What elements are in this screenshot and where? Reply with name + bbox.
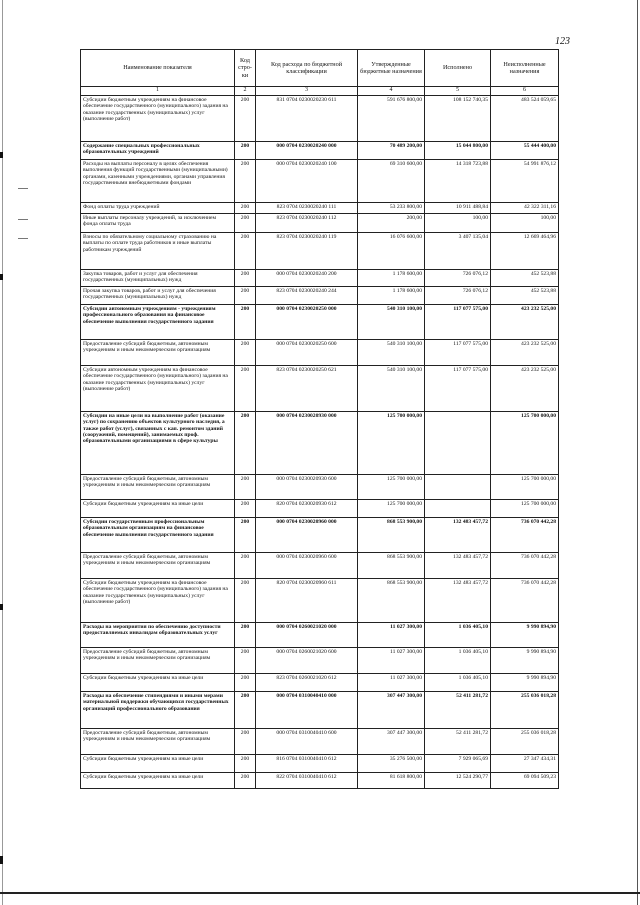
table-row: [81, 579, 559, 623]
approved-amount-cell: 868 553 900,00: [358, 553, 425, 579]
unexecuted-amount-cell: 125 700 000,00: [491, 500, 559, 518]
row-code-cell: 200: [235, 648, 256, 674]
table-row: [81, 96, 559, 142]
table-row: [81, 674, 559, 692]
approved-amount-cell: 11 027 300,00: [358, 623, 425, 648]
table-row: [81, 648, 559, 674]
column-number-row: [81, 87, 559, 96]
indicator-name-cell: Субсидии бюджетным учреждениям на иные цели: [81, 500, 235, 518]
row-code-cell: 200: [235, 366, 256, 412]
budget-code-cell: 000 0704 0260021020 600: [256, 648, 358, 674]
column-number: 1: [81, 87, 235, 96]
budget-code-cell: 823 0704 0230020240 112: [256, 214, 358, 233]
table-row: [81, 287, 559, 305]
header-indicator-name: Наименование показателя: [81, 50, 235, 87]
approved-amount-cell: 11 027 300,00: [358, 648, 425, 674]
executed-amount-cell: 117 077 575,00: [425, 340, 491, 366]
table-row: [81, 233, 559, 270]
unexecuted-amount-cell: 69 094 509,23: [491, 773, 559, 789]
budget-code-cell: 000 0704 0230020240 200: [256, 270, 358, 287]
table-row: [81, 412, 559, 475]
table-row: [81, 305, 559, 340]
budget-code-cell: 816 0704 0310040410 612: [256, 755, 358, 773]
table-row: [81, 340, 559, 366]
approved-amount-cell: 868 553 900,00: [358, 518, 425, 553]
row-code-cell: 200: [235, 773, 256, 789]
budget-code-cell: 823 0704 0230020240 244: [256, 287, 358, 305]
scan-left-edge: [2, 0, 3, 905]
scan-bottom-edge: [0, 892, 640, 894]
row-code-cell: 200: [235, 305, 256, 340]
scan-dash: [18, 219, 28, 220]
unexecuted-amount-cell: 12 669 464,96: [491, 233, 559, 270]
indicator-name-cell: Расходы на обеспечение стипендиями и иными мерами материальной поддержки обучающихся государственных организаций профессионального образования: [81, 692, 235, 729]
executed-amount-cell: [425, 500, 491, 518]
executed-amount-cell: 1 036 405,10: [425, 648, 491, 674]
approved-amount-cell: 540 310 100,00: [358, 305, 425, 340]
unexecuted-amount-cell: 255 036 018,28: [491, 729, 559, 755]
budget-code-cell: 000 0704 0230020250 600: [256, 340, 358, 366]
scan-dash: [18, 238, 28, 239]
indicator-name-cell: Предоставление субсидий бюджетным, автономным учреждениям и иным некоммерческим организациям: [81, 648, 235, 674]
indicator-name-cell: Расходы на выплаты персоналу в целях обеспечения выполнения функций государственными (муниципальными) органами, казенными учреждениями, органами управления государственными внебюджетными фондами: [81, 160, 235, 203]
unexecuted-amount-cell: 9 990 894,90: [491, 674, 559, 692]
table-header-row: [81, 50, 559, 87]
column-number: 4: [358, 87, 425, 96]
approved-amount-cell: 69 310 600,00: [358, 160, 425, 203]
row-code-cell: 200: [235, 674, 256, 692]
unexecuted-amount-cell: 54 991 876,12: [491, 160, 559, 203]
budget-code-cell: 000 0704 0230020960 600: [256, 553, 358, 579]
executed-amount-cell: 12 524 290,77: [425, 773, 491, 789]
header-unexecuted: Неисполненные назначения: [491, 50, 559, 87]
budget-code-cell: 823 0704 0230020250 621: [256, 366, 358, 412]
executed-amount-cell: 52 411 281,72: [425, 692, 491, 729]
indicator-name-cell: Взносы по обязательному социальному страхованию на выплаты по оплате труда работников и иные выплаты работникам учреждений: [81, 233, 235, 270]
column-number: 5: [425, 87, 491, 96]
indicator-name-cell: Закупка товаров, работ и услуг для обеспечения государственных (муниципальных) нужд: [81, 270, 235, 287]
row-code-cell: 200: [235, 340, 256, 366]
executed-amount-cell: 117 077 575,00: [425, 366, 491, 412]
indicator-name-cell: Предоставление субсидий бюджетным, автономным учреждениям и иным некоммерческим организациям: [81, 340, 235, 366]
scan-mark: [0, 856, 3, 864]
scan-right-edge: [637, 0, 638, 905]
table-row: [81, 270, 559, 287]
row-code-cell: 200: [235, 579, 256, 623]
row-code-cell: 200: [235, 500, 256, 518]
budget-code-cell: 823 0704 0230020240 111: [256, 203, 358, 214]
budget-code-cell: 000 0704 0230020240 000: [256, 142, 358, 160]
table-row: [81, 518, 559, 553]
header-budget-classification: Код расхода по бюджетной классификации: [256, 50, 358, 87]
approved-amount-cell: 307 447 300,00: [358, 692, 425, 729]
unexecuted-amount-cell: 27 347 434,31: [491, 755, 559, 773]
budget-code-cell: 000 0704 0230020960 000: [256, 518, 358, 553]
row-code-cell: 200: [235, 412, 256, 475]
approved-amount-cell: 81 618 800,00: [358, 773, 425, 789]
executed-amount-cell: 3 407 135,04: [425, 233, 491, 270]
approved-amount-cell: 35 276 500,00: [358, 755, 425, 773]
table-row: [81, 755, 559, 773]
row-code-cell: 200: [235, 203, 256, 214]
approved-amount-cell: 200,00: [358, 214, 425, 233]
executed-amount-cell: 132 483 457,72: [425, 518, 491, 553]
column-number: 3: [256, 87, 358, 96]
unexecuted-amount-cell: 255 036 018,28: [491, 692, 559, 729]
budget-code-cell: 000 0704 0230020930 000: [256, 412, 358, 475]
budget-code-cell: 000 0704 0310040410 600: [256, 729, 358, 755]
budget-code-cell: 820 0704 0230020960 611: [256, 579, 358, 623]
budget-code-cell: 823 0704 0260021020 612: [256, 674, 358, 692]
indicator-name-cell: Прочая закупка товаров, работ и услуг для обеспечения государственных (муниципальных) нужд: [81, 287, 235, 305]
approved-amount-cell: 16 076 600,00: [358, 233, 425, 270]
column-number: 6: [491, 87, 559, 96]
row-code-cell: 200: [235, 142, 256, 160]
row-code-cell: 200: [235, 214, 256, 233]
row-code-cell: 200: [235, 755, 256, 773]
approved-amount-cell: 70 489 200,00: [358, 142, 425, 160]
indicator-name-cell: Предоставление субсидий бюджетным, автономным учреждениям и иным некоммерческим организациям: [81, 553, 235, 579]
row-code-cell: 200: [235, 729, 256, 755]
unexecuted-amount-cell: 736 070 442,28: [491, 518, 559, 553]
row-code-cell: 200: [235, 270, 256, 287]
table-row: [81, 773, 559, 789]
table-row: [81, 203, 559, 214]
table-row: [81, 553, 559, 579]
row-code-cell: 200: [235, 160, 256, 203]
executed-amount-cell: 132 483 457,72: [425, 553, 491, 579]
executed-amount-cell: 117 077 575,00: [425, 305, 491, 340]
table-row: [81, 142, 559, 160]
unexecuted-amount-cell: 423 232 525,00: [491, 305, 559, 340]
approved-amount-cell: 307 447 300,00: [358, 729, 425, 755]
indicator-name-cell: Субсидии на иные цели на выполнение работ (оказание услуг) по сохранению объектов культурного наследия, а также работ (услуг), связанных с кап. ремонтом зданий (сооружений, помещений), занимаемых проф. образовательными организациями в сфере культуры: [81, 412, 235, 475]
unexecuted-amount-cell: 452 523,88: [491, 270, 559, 287]
scan-mark: [0, 604, 3, 610]
row-code-cell: 200: [235, 553, 256, 579]
executed-amount-cell: 1 036 405,10: [425, 623, 491, 648]
approved-amount-cell: 125 700 000,00: [358, 475, 425, 500]
executed-amount-cell: 10 911 488,84: [425, 203, 491, 214]
executed-amount-cell: [425, 475, 491, 500]
unexecuted-amount-cell: 125 700 000,00: [491, 475, 559, 500]
unexecuted-amount-cell: 100,00: [491, 214, 559, 233]
executed-amount-cell: [425, 412, 491, 475]
budget-code-cell: 000 0704 0260021020 000: [256, 623, 358, 648]
unexecuted-amount-cell: 483 524 059,65: [491, 96, 559, 142]
scan-mark: [0, 152, 3, 158]
unexecuted-amount-cell: 42 322 311,16: [491, 203, 559, 214]
approved-amount-cell: 53 233 800,00: [358, 203, 425, 214]
indicator-name-cell: Субсидии автономным учреждениям на финансовое обеспечение государственного (муниципального) задания на оказание государственных (муниципальных) услуг (выполнение работ): [81, 366, 235, 412]
executed-amount-cell: 14 318 723,88: [425, 160, 491, 203]
page-number: 123: [555, 36, 570, 47]
indicator-name-cell: Предоставление субсидий бюджетным, автономным учреждениям и иным некоммерческим организациям: [81, 475, 235, 500]
executed-amount-cell: 7 929 065,69: [425, 755, 491, 773]
executed-amount-cell: 100,00: [425, 214, 491, 233]
table-row: [81, 500, 559, 518]
executed-amount-cell: 726 076,12: [425, 270, 491, 287]
executed-amount-cell: 108 152 740,35: [425, 96, 491, 142]
unexecuted-amount-cell: 736 070 442,28: [491, 579, 559, 623]
approved-amount-cell: 540 310 100,00: [358, 366, 425, 412]
indicator-name-cell: Расходы на мероприятия по обеспечению доступности предоставляемых инвалидам образовательных услуг: [81, 623, 235, 648]
row-code-cell: 200: [235, 692, 256, 729]
table-row: [81, 366, 559, 412]
row-code-cell: 200: [235, 623, 256, 648]
table-row: [81, 475, 559, 500]
scan-dash: [18, 188, 28, 189]
unexecuted-amount-cell: 9 990 894,90: [491, 648, 559, 674]
table-row: [81, 623, 559, 648]
header-approved: Утвержденные бюджетные назначения: [358, 50, 425, 87]
approved-amount-cell: 125 700 000,00: [358, 500, 425, 518]
unexecuted-amount-cell: 423 232 525,00: [491, 366, 559, 412]
approved-amount-cell: 125 700 000,00: [358, 412, 425, 475]
indicator-name-cell: Субсидии бюджетным учреждениям на финансовое обеспечение государственного (муниципального) задания на оказание государственных (муниципальных) услуг (выполнение работ): [81, 96, 235, 142]
unexecuted-amount-cell: 9 990 894,90: [491, 623, 559, 648]
indicator-name-cell: Субсидии автономным учреждениям - учреждениям профессионального образования на финансовое обеспечение выполнения государственного задания: [81, 305, 235, 340]
budget-execution-table: [80, 49, 559, 789]
budget-code-cell: 000 0704 0310040410 000: [256, 692, 358, 729]
row-code-cell: 200: [235, 96, 256, 142]
unexecuted-amount-cell: 736 070 442,28: [491, 553, 559, 579]
indicator-name-cell: Субсидии бюджетным учреждениям на иные цели: [81, 773, 235, 789]
indicator-name-cell: Предоставление субсидий бюджетным, автономным учреждениям и иным некоммерческим организациям: [81, 729, 235, 755]
column-number: 2: [235, 87, 256, 96]
unexecuted-amount-cell: 452 523,88: [491, 287, 559, 305]
approved-amount-cell: 1 178 600,00: [358, 287, 425, 305]
budget-code-cell: 823 0704 0230020240 119: [256, 233, 358, 270]
indicator-name-cell: Субсидии бюджетным учреждениям на финансовое обеспечение государственного (муниципального) задания на оказание государственных (муниципальных) услуг (выполнение работ): [81, 579, 235, 623]
header-executed: Исполнено: [425, 50, 491, 87]
scan-mark: [0, 274, 3, 280]
approved-amount-cell: 11 027 300,00: [358, 674, 425, 692]
row-code-cell: 200: [235, 287, 256, 305]
approved-amount-cell: 591 676 800,00: [358, 96, 425, 142]
row-code-cell: 200: [235, 475, 256, 500]
indicator-name-cell: Субсидии бюджетным учреждениям на иные цели: [81, 674, 235, 692]
approved-amount-cell: 1 178 600,00: [358, 270, 425, 287]
approved-amount-cell: 540 310 100,00: [358, 340, 425, 366]
budget-code-cell: 000 0704 0230020240 100: [256, 160, 358, 203]
table-row: [81, 214, 559, 233]
indicator-name-cell: Иные выплаты персоналу учреждений, за исключением фонда оплаты труда: [81, 214, 235, 233]
executed-amount-cell: 52 411 281,72: [425, 729, 491, 755]
budget-code-cell: 820 0704 0230020930 612: [256, 500, 358, 518]
indicator-name-cell: Фонд оплаты труда учреждений: [81, 203, 235, 214]
unexecuted-amount-cell: 55 444 400,00: [491, 142, 559, 160]
table-row: [81, 160, 559, 203]
unexecuted-amount-cell: 125 700 000,00: [491, 412, 559, 475]
executed-amount-cell: 726 076,12: [425, 287, 491, 305]
budget-code-cell: 000 0704 0230020250 000: [256, 305, 358, 340]
budget-code-cell: 000 0704 0230020930 600: [256, 475, 358, 500]
unexecuted-amount-cell: 423 232 525,00: [491, 340, 559, 366]
row-code-cell: 200: [235, 233, 256, 270]
executed-amount-cell: 132 483 457,72: [425, 579, 491, 623]
budget-code-cell: 831 0704 0230020230 611: [256, 96, 358, 142]
executed-amount-cell: 1 036 405,10: [425, 674, 491, 692]
indicator-name-cell: Содержание специальных профессиональных образовательных учреждений: [81, 142, 235, 160]
budget-code-cell: 822 0704 0310040410 612: [256, 773, 358, 789]
indicator-name-cell: Субсидии бюджетным учреждениям на иные цели: [81, 755, 235, 773]
table-row: [81, 729, 559, 755]
indicator-name-cell: Субсидии государственным профессиональным образовательным организациям на финансовое обеспечение выполнения государственного задания: [81, 518, 235, 553]
approved-amount-cell: 868 553 900,00: [358, 579, 425, 623]
row-code-cell: 200: [235, 518, 256, 553]
header-row-code: Код стро-ки: [235, 50, 256, 87]
table-row: [81, 692, 559, 729]
executed-amount-cell: 15 044 800,00: [425, 142, 491, 160]
